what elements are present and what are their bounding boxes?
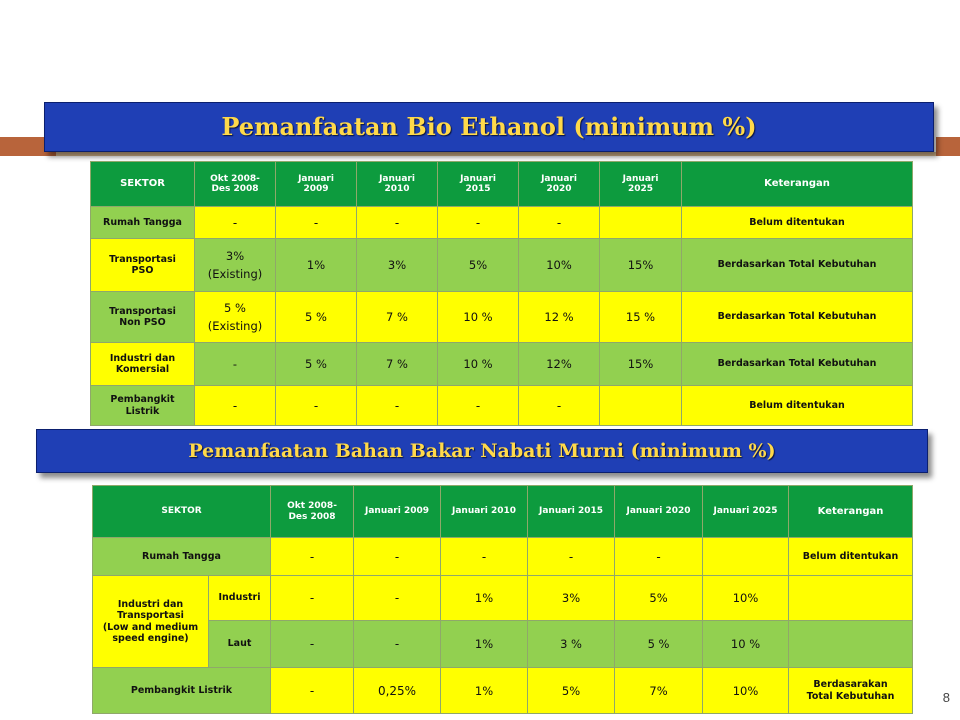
cell-jan-2015: 3% xyxy=(528,576,615,621)
cell-jan-2009: - xyxy=(276,207,357,239)
bbn-murni-table xyxy=(92,485,913,714)
cell-jan-2009: 1% xyxy=(276,239,357,292)
cell-jan-2010: 3% xyxy=(357,239,438,292)
cell-jan-2015: - xyxy=(438,207,519,239)
accent-divider-line xyxy=(56,152,936,156)
row-group-label: Industri dan Transportasi (Low and medium speed engine) xyxy=(93,576,209,668)
cell-keterangan xyxy=(789,576,913,621)
table-row xyxy=(93,621,913,668)
cell-jan-2025: 10% xyxy=(703,576,789,621)
cell-okt-2008: 3% (Existing) xyxy=(195,239,276,292)
cell-jan-2010: 1% xyxy=(441,668,528,714)
header-sektor: SEKTOR xyxy=(93,486,271,538)
table-row xyxy=(93,538,913,576)
cell-jan-2010: - xyxy=(357,207,438,239)
cell-jan-2009: - xyxy=(354,576,441,621)
header-keterangan: Keterangan xyxy=(789,486,913,538)
cell-jan-2025 xyxy=(600,207,682,239)
header-jan-2015: Januari 2015 xyxy=(528,486,615,538)
cell-jan-2015: - xyxy=(528,538,615,576)
cell-keterangan: Belum ditentukan xyxy=(682,386,913,426)
cell-jan-2020: - xyxy=(519,207,600,239)
header-keterangan: Keterangan xyxy=(682,162,913,207)
cell-jan-2015: 3 % xyxy=(528,621,615,668)
row-sektor: Transportasi PSO xyxy=(91,239,195,292)
cell-keterangan: Berdasarkan Total Kebutuhan xyxy=(682,343,913,386)
cell-keterangan: Belum ditentukan xyxy=(682,207,913,239)
row-sektor: Pembangkit Listrik xyxy=(93,668,271,714)
cell-jan-2020: 10% xyxy=(519,239,600,292)
cell-keterangan: Belum ditentukan xyxy=(789,538,913,576)
header-jan-2025: Januari 2025 xyxy=(703,486,789,538)
cell-jan-2009: - xyxy=(276,386,357,426)
header-jan-2009: Januari 2009 xyxy=(354,486,441,538)
cell-jan-2025 xyxy=(703,538,789,576)
header-sektor: SEKTOR xyxy=(91,162,195,207)
cell-jan-2025: 10% xyxy=(703,668,789,714)
row-sektor: Rumah Tangga xyxy=(93,538,271,576)
row-sektor: Rumah Tangga xyxy=(91,207,195,239)
cell-okt-2008: - xyxy=(195,343,276,386)
header-jan-2020: Januari 2020 xyxy=(519,162,600,207)
cell-jan-2020: - xyxy=(615,538,703,576)
row-sektor: Transportasi Non PSO xyxy=(91,292,195,343)
cell-jan-2010: 1% xyxy=(441,576,528,621)
bbn-murni-title: Pemanfaatan Bahan Bakar Nabati Murni (minimum %) xyxy=(36,429,928,473)
cell-okt-2008: - xyxy=(271,538,354,576)
table-row xyxy=(91,207,913,239)
cell-jan-2025 xyxy=(600,386,682,426)
cell-jan-2010: - xyxy=(357,386,438,426)
cell-keterangan: Berdasarakan Total Kebutuhan xyxy=(789,668,913,714)
cell-keterangan xyxy=(789,621,913,668)
cell-jan-2009: - xyxy=(354,538,441,576)
cell-jan-2010: - xyxy=(441,538,528,576)
row-sektor: Industri dan Komersial xyxy=(91,343,195,386)
header-jan-2010: Januari 2010 xyxy=(357,162,438,207)
accent-bar-right xyxy=(936,137,960,156)
header-okt-2008: Okt 2008- Des 2008 xyxy=(271,486,354,538)
header-jan-2009: Januari 2009 xyxy=(276,162,357,207)
cell-jan-2020: 12% xyxy=(519,343,600,386)
cell-jan-2020: - xyxy=(519,386,600,426)
row-sub-label: Laut xyxy=(209,621,271,668)
header-okt-2008: Okt 2008- Des 2008 xyxy=(195,162,276,207)
header-jan-2025: Januari 2025 xyxy=(600,162,682,207)
table-row xyxy=(93,668,913,714)
row-sub-label: Industri xyxy=(209,576,271,621)
table-row xyxy=(91,343,913,386)
header-jan-2015: Januari 2015 xyxy=(438,162,519,207)
cell-jan-2009: 0,25% xyxy=(354,668,441,714)
cell-okt-2008: - xyxy=(195,207,276,239)
header-jan-2020: Januari 2020 xyxy=(615,486,703,538)
cell-jan-2020: 7% xyxy=(615,668,703,714)
table-row xyxy=(93,576,913,621)
row-sektor: Pembangkit Listrik xyxy=(91,386,195,426)
cell-jan-2025: 15% xyxy=(600,343,682,386)
cell-jan-2015: 10 % xyxy=(438,343,519,386)
cell-okt-2008: - xyxy=(195,386,276,426)
bio-ethanol-title: Pemanfaatan Bio Ethanol (minimum %) xyxy=(44,102,934,152)
cell-jan-2015: 10 % xyxy=(438,292,519,343)
cell-jan-2025: 10 % xyxy=(703,621,789,668)
cell-jan-2009: - xyxy=(354,621,441,668)
cell-jan-2015: 5% xyxy=(528,668,615,714)
cell-jan-2020: 5 % xyxy=(615,621,703,668)
cell-jan-2020: 12 % xyxy=(519,292,600,343)
table-row xyxy=(91,292,913,343)
header-jan-2010: Januari 2010 xyxy=(441,486,528,538)
cell-okt-2008: - xyxy=(271,576,354,621)
cell-jan-2010: 7 % xyxy=(357,292,438,343)
table-row xyxy=(91,386,913,426)
cell-okt-2008: 5 % (Existing) xyxy=(195,292,276,343)
cell-jan-2025: 15 % xyxy=(600,292,682,343)
cell-jan-2015: 5% xyxy=(438,239,519,292)
cell-jan-2025: 15% xyxy=(600,239,682,292)
bio-ethanol-table xyxy=(90,161,913,426)
cell-okt-2008: - xyxy=(271,621,354,668)
table-row xyxy=(91,239,913,292)
cell-jan-2010: 7 % xyxy=(357,343,438,386)
cell-keterangan: Berdasarkan Total Kebutuhan xyxy=(682,292,913,343)
slide-number: 8 xyxy=(942,690,950,705)
cell-keterangan: Berdasarkan Total Kebutuhan xyxy=(682,239,913,292)
cell-jan-2015: - xyxy=(438,386,519,426)
cell-jan-2009: 5 % xyxy=(276,343,357,386)
cell-jan-2010: 1% xyxy=(441,621,528,668)
cell-okt-2008: - xyxy=(271,668,354,714)
cell-jan-2009: 5 % xyxy=(276,292,357,343)
cell-jan-2020: 5% xyxy=(615,576,703,621)
